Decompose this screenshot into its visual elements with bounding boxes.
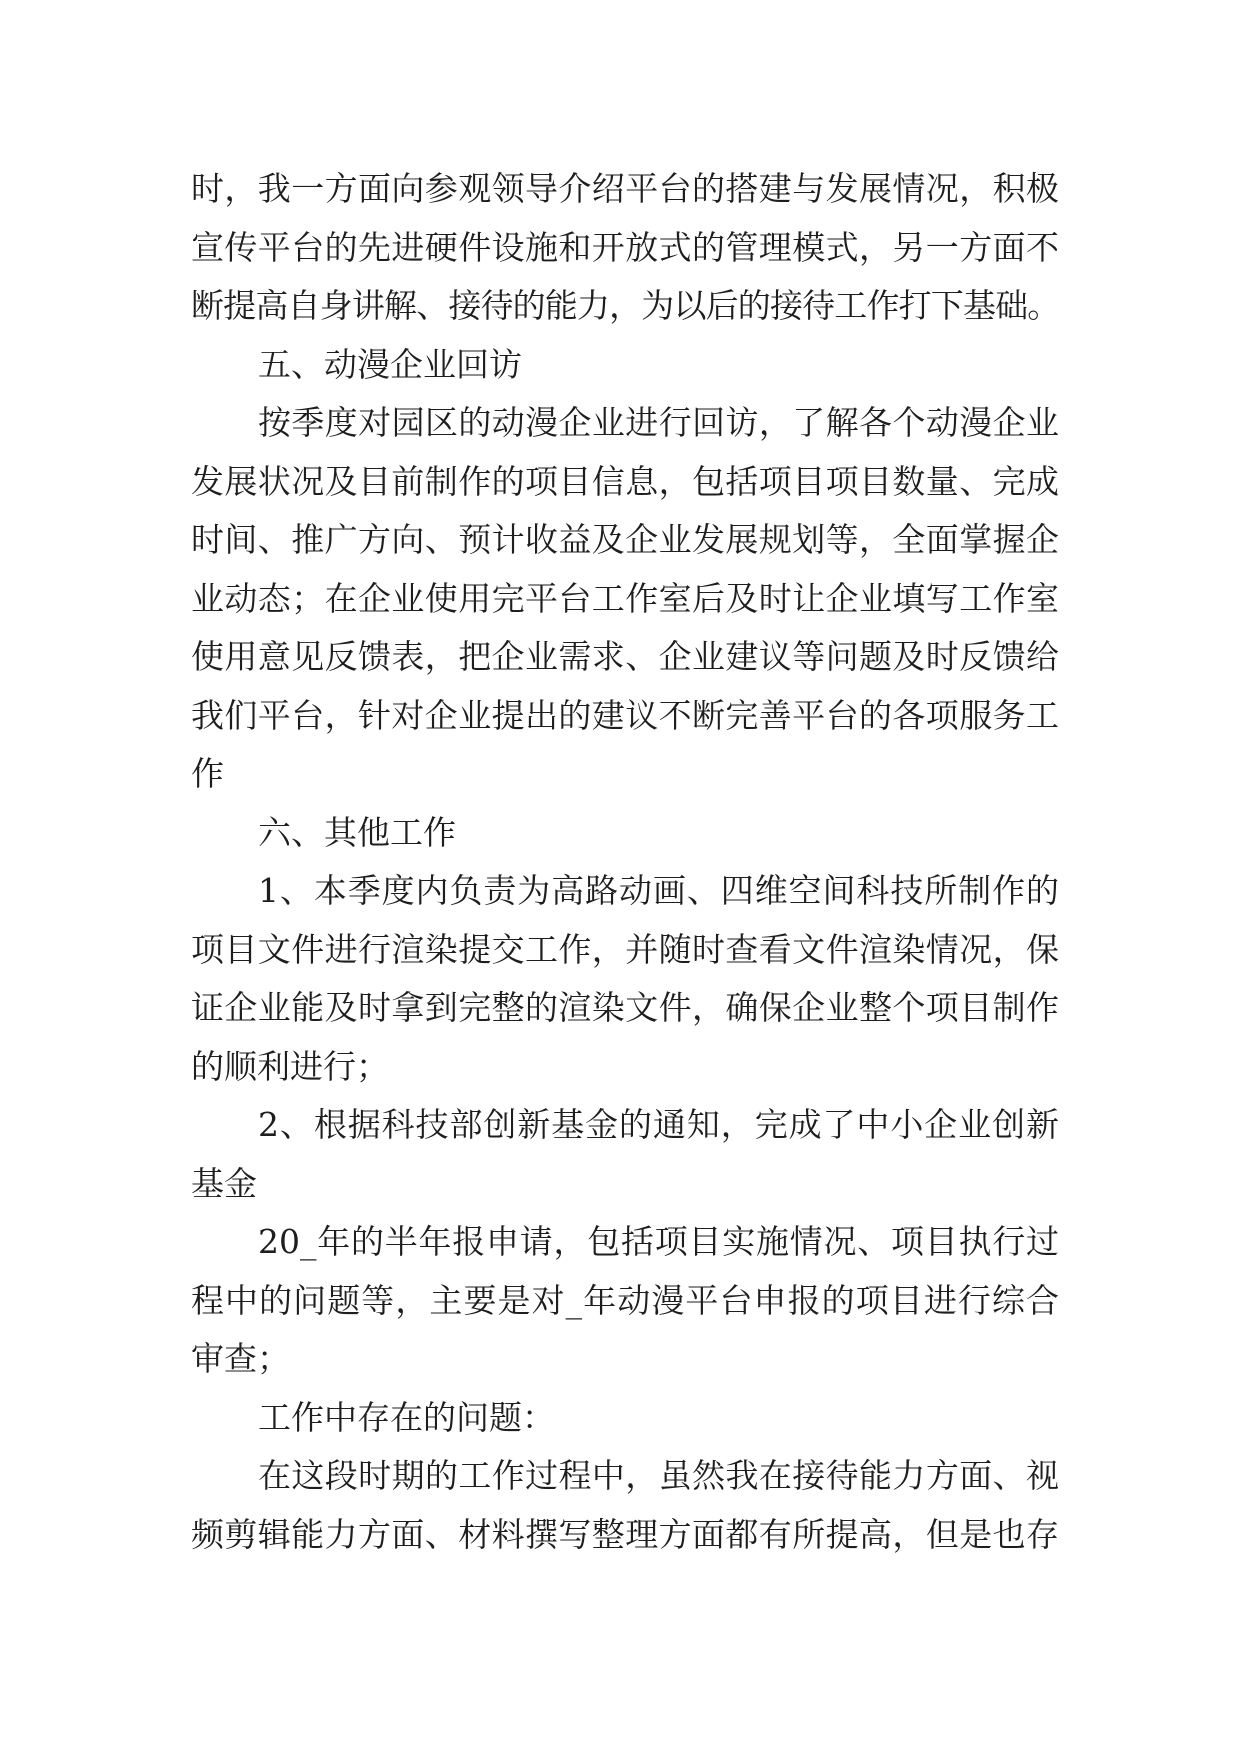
paragraph-line: 断提高自身讲解、接待的能力，为以后的接待工作打下基础。 (191, 286, 1059, 325)
section-heading: 工作中存在的问题： (258, 1397, 555, 1437)
list-item-line: 2、根据科技部创新基金的通知，完成了中小企业创新 (258, 1105, 1059, 1144)
document-body (191, 160, 1059, 1564)
paragraph-line: 程中的问题等，主要是对_年动漫平台申报的项目进行综合 (191, 1280, 1059, 1320)
paragraph-line: 我们平台，针对企业提出的建议不断完善平台的各项服务工 (191, 695, 1059, 735)
section-heading: 五、动漫企业回访 (258, 344, 522, 384)
paragraph-line: 时间、推广方向、预计收益及企业发展规划等，全面掌握企 (191, 520, 1059, 559)
list-item-line: 证企业能及时拿到完整的渲染文件，确保企业整个项目制作 (191, 988, 1059, 1027)
list-item-line: 基金 (191, 1163, 257, 1203)
paragraph-line: 时，我一方面向参观领导介绍平台的搭建与发展情况，积极 (191, 169, 1059, 208)
section-heading: 六、其他工作 (258, 812, 456, 852)
paragraph-line: 宣传平台的先进硬件设施和开放式的管理模式，另一方面不 (191, 227, 1059, 267)
paragraph-line: 业动态；在企业使用完平台工作室后及时让企业填写工作室 (191, 578, 1059, 618)
paragraph-line: 使用意见反馈表，把企业需求、企业建议等问题及时反馈给 (191, 637, 1059, 676)
paragraph-line: 审查； (191, 1339, 290, 1378)
paragraph-line: 按季度对园区的动漫企业进行回访，了解各个动漫企业 (258, 403, 1059, 442)
paragraph-line: 频剪辑能力方面、材料撰写整理方面都有所提高，但是也存 (191, 1514, 1059, 1554)
paragraph-line: 发展状况及目前制作的项目信息，包括项目项目数量、完成 (191, 461, 1059, 501)
paragraph-line: 作 (191, 754, 224, 793)
list-item-line: 项目文件进行渲染提交工作，并随时查看文件渲染情况，保 (191, 929, 1059, 969)
paragraph-line: 20_年的半年报申请，包括项目实施情况、项目执行过 (258, 1222, 1059, 1261)
list-item-line: 1、本季度内负责为高路动画、四维空间科技所制作的 (258, 871, 1059, 910)
paragraph-line: 在这段时期的工作过程中，虽然我在接待能力方面、视 (258, 1456, 1059, 1495)
list-item-line: 的顺利进行； (191, 1046, 389, 1086)
